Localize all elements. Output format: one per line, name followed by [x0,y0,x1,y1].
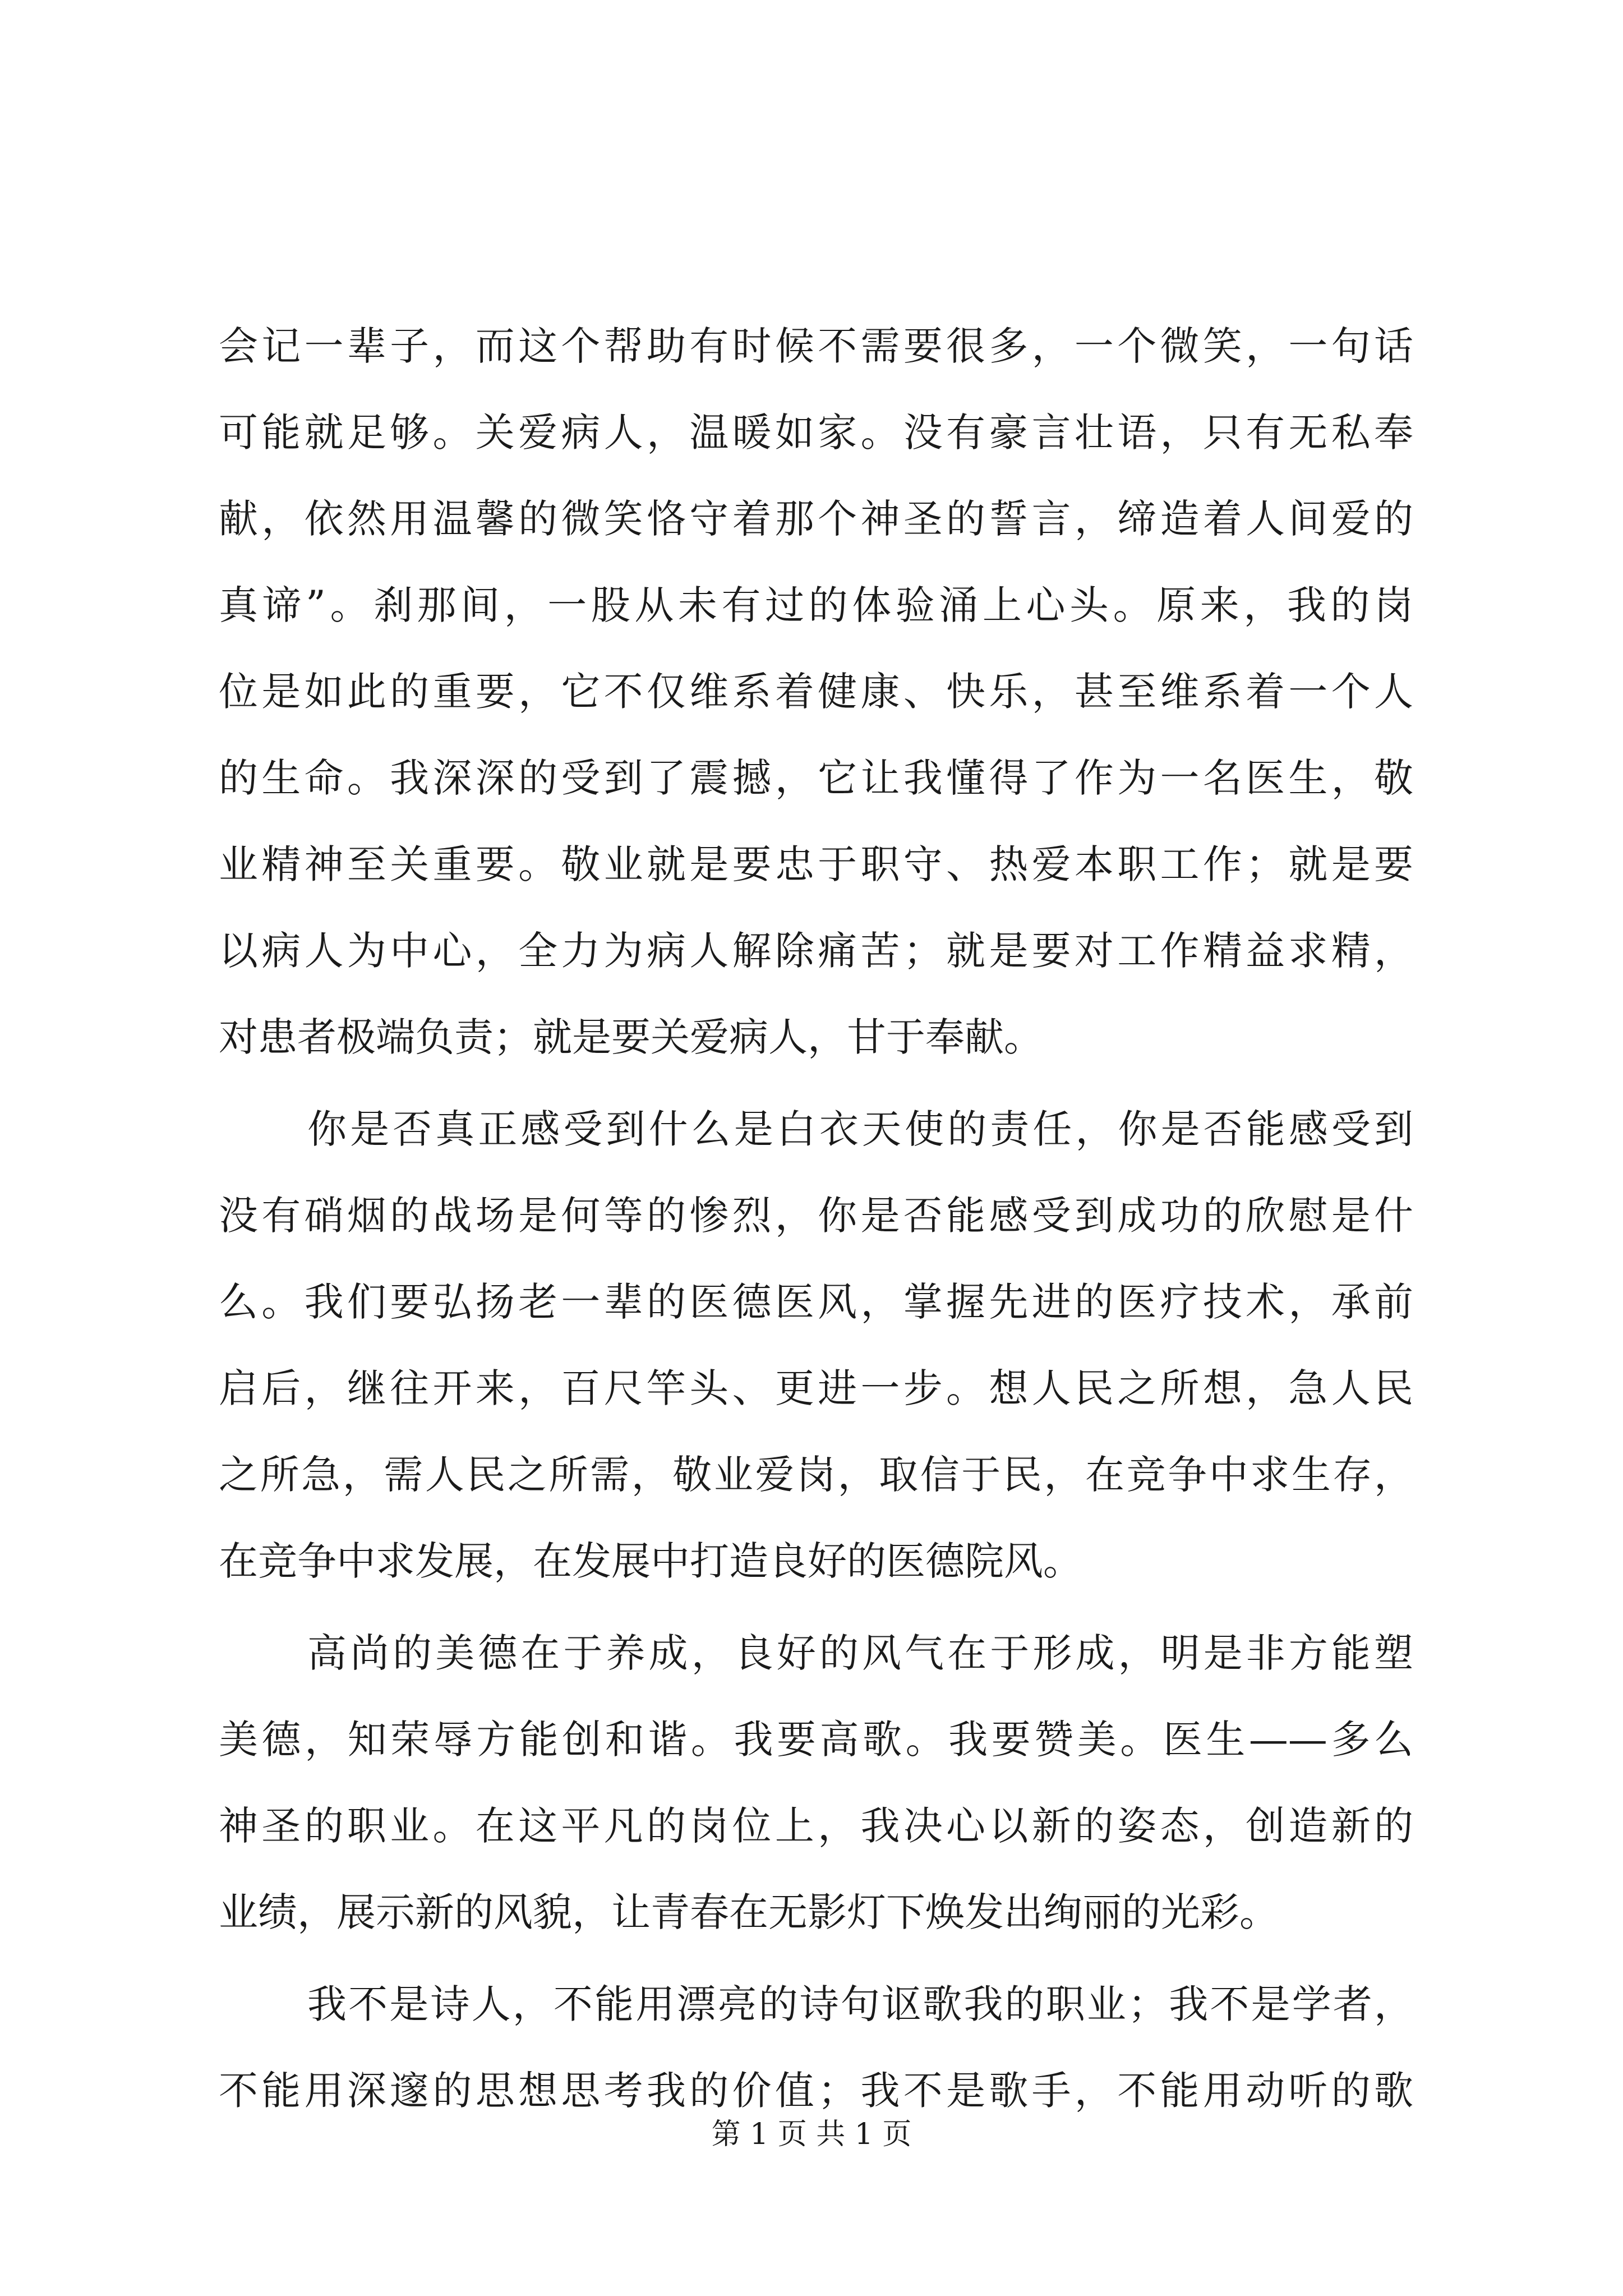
text-line: 我不是诗人，不能用漂亮的诗句讴歌我的职业；我不是学者， [307,1981,1413,2027]
text-line: 可能就足够。关爱病人，温暖如家。没有豪言壮语，只有无私奉 [219,409,1413,455]
text-line: 业精神至关重要。敬业就是要忠于职守、热爱本职工作；就是要 [219,841,1413,887]
text-line: 之所急，需人民之所需，敬业爱岗，取信于民，在竞争中求生存， [219,1452,1413,1498]
document-body [219,303,1413,2139]
paragraph-4 [219,1961,1413,2134]
text-line: 高尚的美德在于养成，良好的风气在于形成，明是非方能塑 [307,1630,1413,1676]
page-footer: 第 1 页 共 1 页 [711,2118,912,2151]
paragraph-2 [219,1086,1413,1604]
paragraph-1 [219,303,1413,1080]
text-line: 没有硝烟的战场是何等的惨烈，你是否能感受到成功的欣慰是什 [219,1193,1413,1239]
text-line: 的生命。我深深的受到了震撼，它让我懂得了作为一名医生，敬 [219,755,1413,801]
text-line: 真谛”。刹那间，一股从未有过的体验涌上心头。原来，我的岗 [219,582,1413,628]
text-line: 对患者极端负责；就是要关爱病人，甘于奉献。 [219,1014,1043,1060]
text-line: 不能用深邃的思想思考我的价值；我不是歌手，不能用动听的歌 [219,2068,1413,2114]
text-line: 以病人为中心，全力为病人解除痛苦；就是要对工作精益求精， [219,928,1413,974]
text-line: 么。我们要弘扬老一辈的医德医风，掌握先进的医疗技术，承前 [219,1279,1413,1325]
text-line: 你是否真正感受到什么是白衣天使的责任，你是否能感受到 [307,1106,1413,1152]
text-line: 位是如此的重要，它不仅维系着健康、快乐，甚至维系着一个人 [219,669,1413,715]
text-line: 会记一辈子，而这个帮助有时候不需要很多，一个微笑，一句话 [219,323,1413,369]
paragraph-3 [219,1610,1413,1955]
text-line: 神圣的职业。在这平凡的岗位上，我决心以新的姿态，创造新的 [219,1803,1413,1849]
text-line: 在竞争中求发展，在发展中打造良好的医德院风。 [219,1538,1082,1584]
text-line: 业绩，展示新的风貌，让青春在无影灯下焕发出绚丽的光彩。 [219,1889,1279,1935]
text-line: 美德，知荣辱方能创和谐。我要高歌。我要赞美。医生——多么 [219,1717,1413,1763]
text-line: 献，依然用温馨的微笑恪守着那个神圣的誓言，缔造着人间爱的 [219,496,1413,542]
text-line: 启后，继往开来，百尺竿头、更进一步。想人民之所想，急人民 [219,1365,1413,1411]
